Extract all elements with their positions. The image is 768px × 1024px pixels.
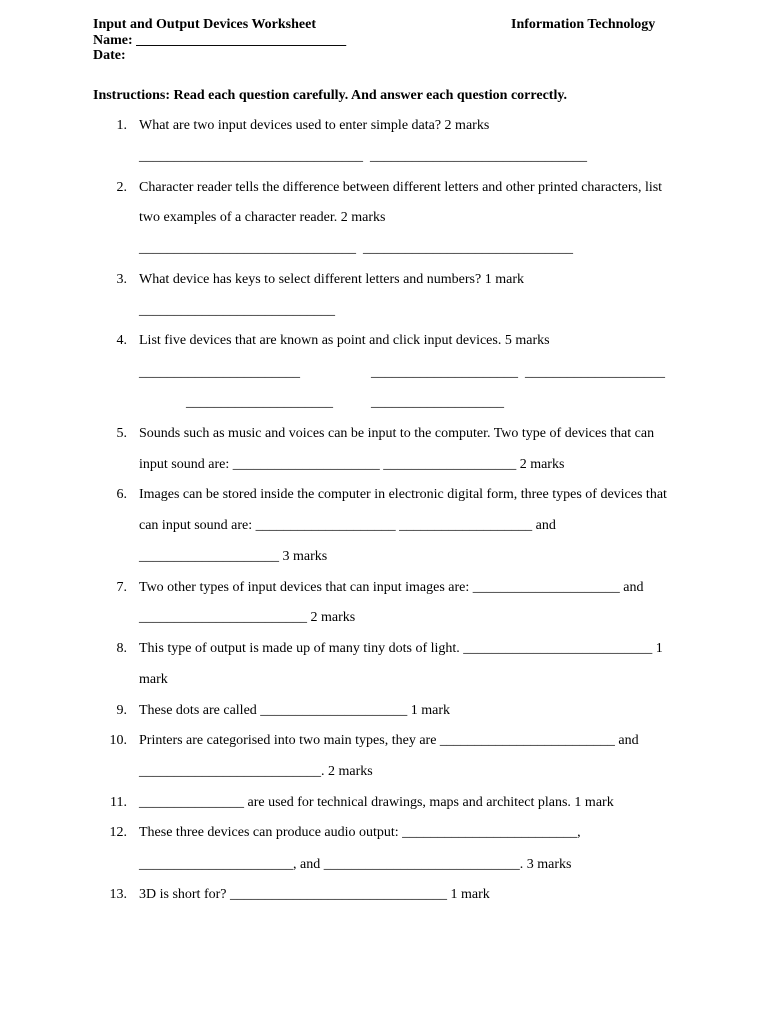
question-text: Images can be stored inside the computer in electronic digital form, three types of devices that [139, 487, 667, 502]
question-text: ____________________ 3 marks [139, 549, 328, 564]
question-number: 1. [116, 118, 127, 133]
question-number: 7. [116, 580, 127, 595]
question-text: input sound are: _____________________ ___________________ 2 marks [139, 457, 565, 472]
question-number: 4. [116, 333, 127, 348]
answer-blank: _______________________ [139, 365, 300, 380]
question-text: List five devices that are known as point and click input devices. 5 marks [139, 333, 550, 348]
question-text: These dots are called _____________________ 1 mark [139, 703, 451, 718]
question-text: can input sound are: ____________________ ___________________ and [139, 518, 556, 533]
question-number: 12. [109, 825, 127, 840]
question-text: __________________________. 2 marks [139, 764, 373, 779]
question-text: What device has keys to select different letters and numbers? 1 mark [139, 272, 524, 287]
name-field: Name: ______________________________ [93, 33, 347, 48]
question-number: 13. [109, 887, 127, 902]
question-number: 3. [116, 272, 127, 287]
answer-blanks: _______________________________ ______________________________ [139, 241, 573, 256]
question-text: 3D is short for? _______________________________ 1 mark [139, 887, 490, 902]
answer-blanks: _____________________ ____________________ [371, 365, 665, 380]
question-text: _______________ are used for technical drawings, maps and architect plans. 1 mark [139, 795, 614, 810]
question-number: 8. [116, 641, 127, 656]
question-number: 6. [116, 487, 127, 502]
question-text: ______________________, and ____________________________. 3 marks [139, 857, 572, 872]
question-number: 10. [109, 733, 127, 748]
date-field: Date: [93, 48, 126, 63]
question-number: 5. [116, 426, 127, 441]
question-text: These three devices can produce audio output: _________________________, [139, 825, 581, 840]
question-text: What are two input devices used to enter simple data? 2 marks [139, 118, 490, 133]
question-text: Character reader tells the difference between different letters and other printed characters, list [139, 180, 663, 195]
question-text: This type of output is made up of many tiny dots of light. ___________________________ 1 [139, 641, 663, 656]
question-text: two examples of a character reader. 2 marks [139, 210, 386, 225]
question-text: mark [139, 672, 168, 687]
subject-label: Information Technology [511, 17, 656, 32]
question-number: 2. [116, 180, 127, 195]
question-text: Two other types of input devices that can input images are: _____________________ and [139, 580, 644, 595]
answer-blank: _____________________ [186, 395, 333, 410]
answer-blanks: ________________________________ _______________________________ [139, 149, 587, 164]
question-text: Sounds such as music and voices can be input to the computer. Two type of devices that can [139, 426, 655, 441]
question-text: ________________________ 2 marks [139, 610, 356, 625]
worksheet-title: Input and Output Devices Worksheet [93, 17, 317, 32]
answer-blank: ____________________________ [139, 303, 335, 318]
answer-blank: ___________________ [371, 395, 504, 410]
question-number: 9. [116, 703, 127, 718]
question-text: Printers are categorised into two main types, they are _________________________ and [139, 733, 639, 748]
question-number: 11. [110, 795, 127, 810]
instructions: Instructions: Read each question carefully. And answer each question correctly. [93, 88, 568, 103]
